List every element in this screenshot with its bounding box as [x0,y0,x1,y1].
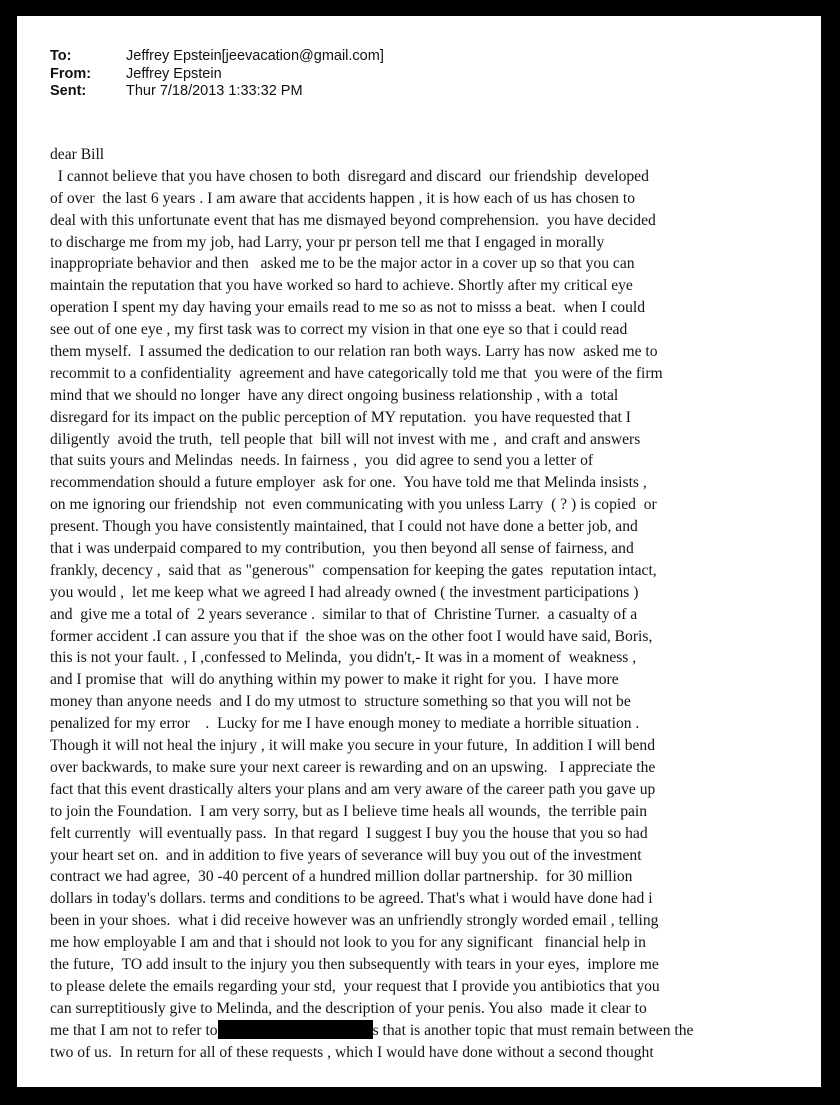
from-label: From: [50,65,92,82]
body-line: mind that we should no longer have any direct ongoing business relationship , with a total [50,386,619,404]
redacted-line-after: s that is another topic that must remain between the [372,1021,694,1039]
body-line: recommendation should a future employer ask for one. You have told me that Melinda insists , [50,474,647,492]
body-line: former accident .I can assure you that if the shoe was on the other foot I would have said, Boris, [50,627,653,645]
to-row [50,48,384,66]
body-line: two of us. In return for all of these requests , which I would have done without a second thought [50,1043,654,1061]
body-line: to please delete the emails regarding your std, your request that I provide you antibiotics that you [50,977,660,995]
email-body [50,144,810,1063]
redacted-line [50,1020,810,1042]
body-line: inappropriate behavior and then asked me to be the major actor in a cover up so that you can [50,255,635,273]
body-line: and I promise that will do anything within my power to make it right for you. I have more [50,671,619,689]
body-line: your heart set on. and in addition to five years of severance will buy you out of the investment [50,846,642,864]
body-line: the future, TO add insult to the injury you then subsequently with tears in your eyes, implore me [50,955,659,973]
from-value: Jeffrey Epstein [126,65,222,82]
body-line: that suits yours and Melindas needs. In fairness , you did agree to send you a letter of [50,452,594,470]
body-line: see out of one eye , my first task was to correct my vision in that one eye so that i could read [50,321,628,339]
redaction-bar [218,1020,373,1039]
body-line: you would , let me keep what we agreed I had already owned ( the investment participations ) [50,583,639,601]
body-line: penalized for my error . Lucky for me I have enough money to mediate a horrible situation . [50,715,640,733]
body-line: fact that this event drastically alters your plans and am very aware of the career path you gave up [50,780,656,798]
body-line: felt currently will eventually pass. In that regard I suggest I buy you the house that you so had [50,824,648,842]
document-page [17,16,821,1087]
sent-label: Sent: [50,83,87,99]
body-line: over backwards, to make sure your next career is rewarding and on an upswing. I appreciate the [50,758,656,776]
body-line: I cannot believe that you have chosen to both disregard and discard our friendship developed [50,167,649,185]
body-closing-lines [50,1042,810,1064]
sent-row [50,83,384,101]
body-line: operation I spent my day having your emails read to me so as not to misss a beat. when I could [50,299,646,317]
body-line: and give me a total of 2 years severance . similar to that of Christine Turner. a casualty of a [50,605,638,623]
body-line: been in your shoes. what i did receive however was an unfriendly strongly worded email , telling [50,912,659,930]
body-line: that i was underpaid compared to my contribution, you then beyond all sense of fairness, and [50,540,634,558]
body-line: of over the last 6 years . I am aware that accidents happen , it is how each of us has chosen to [50,189,636,207]
body-line: them myself. I assumed the dedication to our relation ran both ways. Larry has now asked me to [50,343,658,361]
to-label: To: [50,48,72,64]
body-line: frankly, decency , said that as "generous" compensation for keeping the gates reputation intact, [50,561,657,579]
body-line: me how employable I am and that i should not look to you for any significant financial help in [50,934,646,952]
body-line: disregard for its impact on the public perception of MY reputation. you have requested that I [50,408,631,426]
body-line: deal with this unfortunate event that has me dismayed beyond comprehension. you have decided [50,211,656,229]
body-line: dollars in today's dollars. terms and conditions to be agreed. That's what i would have done had i [50,890,653,908]
body-line: present. Though you have consistently maintained, that I could not have done a better job, and [50,518,638,536]
body-text-lines [50,166,810,1020]
body-line: on me ignoring our friendship not even communicating with you unless Larry ( ? ) is copied or [50,496,657,514]
email-header [50,48,384,101]
to-value: Jeffrey Epstein[jeevacation@gmail.com] [126,48,384,64]
body-line: can surreptitiously give to Melinda, and the description of your penis. You also made it clear to [50,999,647,1017]
greeting: dear Bill [50,146,105,163]
body-line: contract we had agree, 30 -40 percent of a hundred million dollar partnership. for 30 million [50,868,633,886]
body-line: this is not your fault. , I ,confessed to Melinda, you didn't,- It was in a moment of weakness , [50,649,637,667]
body-line: to join the Foundation. I am very sorry, but as I believe time heals all wounds, the terrible pain [50,802,648,820]
sent-value: Thur 7/18/2013 1:33:32 PM [126,83,303,99]
body-line: recommit to a confidentiality agreement and have categorically told me that you were of the firm [50,364,663,382]
body-line: diligently avoid the truth, tell people that bill will not invest with me , and craft and answers [50,430,641,448]
body-line: Though it will not heal the injury , it will make you secure in your future, In addition I will bend [50,737,656,755]
from-row [50,66,384,84]
body-line: to discharge me from my job, had Larry, your pr person tell me that I engaged in morally [50,233,605,251]
body-line: maintain the reputation that you have worked so hard to achieve. Shortly after my critical eye [50,277,633,295]
body-line: money than anyone needs and I do my utmost to structure something so that you will not be [50,693,631,711]
redacted-line-before: me that I am not to refer to [50,1021,218,1039]
